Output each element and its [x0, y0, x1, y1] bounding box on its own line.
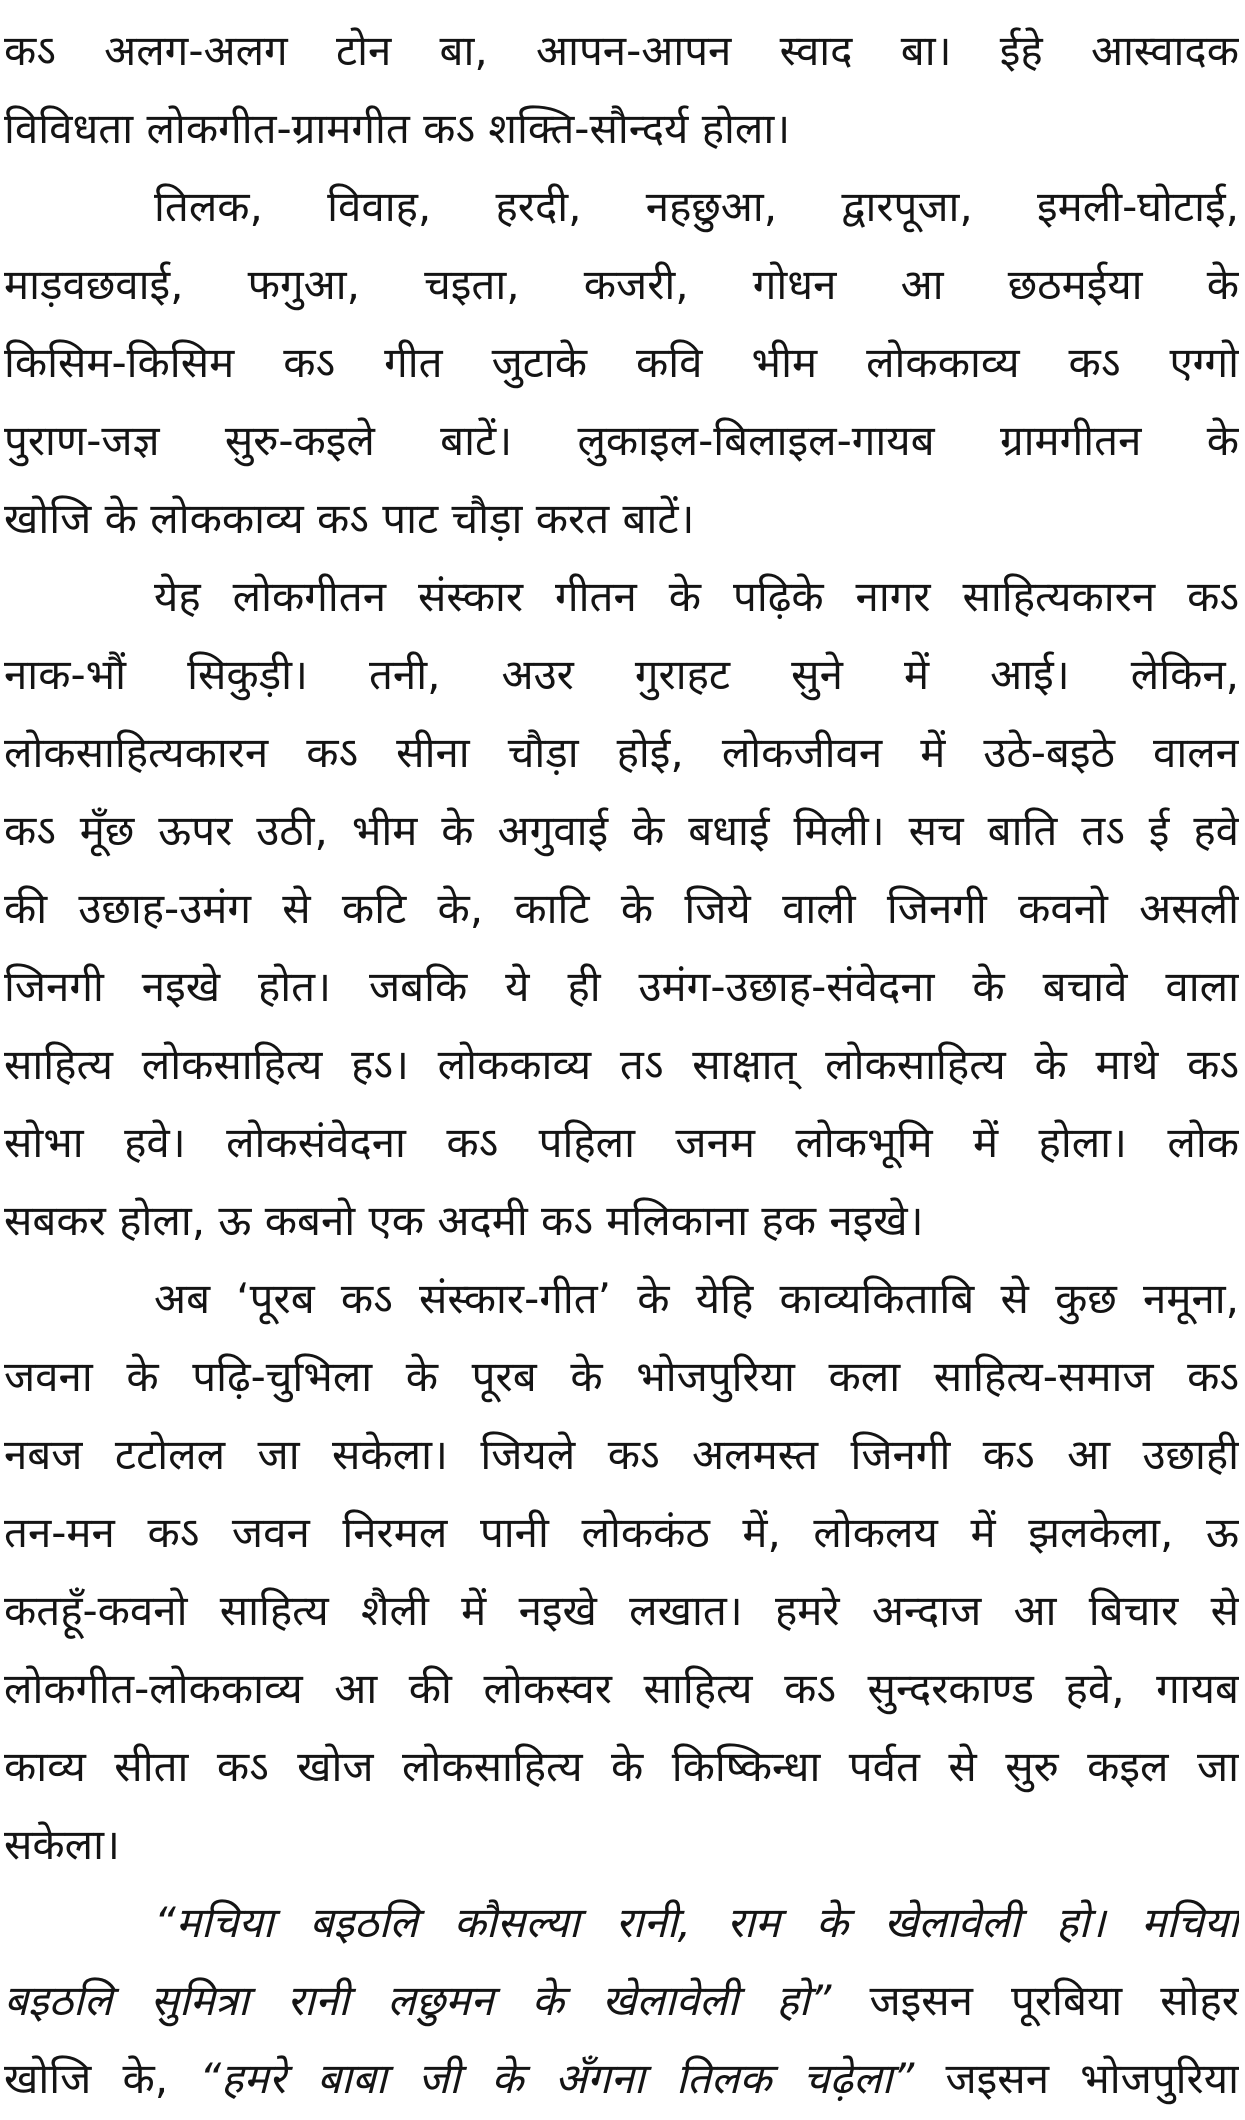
text-segment: काव्य सीता कऽ खोज लोकसाहित्य के किष्किन्धा पर्वत से सुरु कइल जा [4, 1742, 1239, 1791]
text-line [4, 1962, 1239, 2040]
text-line [4, 246, 1239, 324]
text-line [4, 1026, 1239, 1104]
text-line [4, 1650, 1239, 1728]
text-line [4, 1494, 1239, 1572]
text-line [4, 2040, 1239, 2118]
text-line [4, 1806, 1239, 1884]
text-line [4, 792, 1239, 870]
text-segment: सकेला। [4, 1820, 120, 1869]
text-line [4, 480, 1239, 558]
text-line [4, 870, 1239, 948]
text-segment: विविधता लोकगीत-ग्रामगीत कऽ शक्ति-सौन्दर्य होला। [4, 104, 791, 153]
text-line [4, 12, 1239, 90]
text-line [4, 1572, 1239, 1650]
text-segment: तन-मन कऽ जवन निरमल पानी लोककंठ में, लोकलय में झलकेला, ऊ [4, 1508, 1239, 1557]
text-segment: खोजि के, [4, 2054, 200, 2103]
text-line [4, 1260, 1239, 1338]
text-segment: कऽ अलग-अलग टोन बा, आपन-आपन स्वाद बा। ईहे आस्वादक [4, 26, 1239, 75]
text-segment: नाक-भौं सिकुड़ी। तनी, अउर गुराहट सुने में आई। लेकिन, [4, 650, 1239, 699]
text-segment: कऽ मूँछ ऊपर उठी, भीम के अगुवाई के बधाई मिली। सच बाति तऽ ई हवे [4, 806, 1239, 855]
text-segment: कतहूँ-कवनो साहित्य शैली में नइखे लखात। हमरे अन्दाज आ बिचार से [4, 1586, 1239, 1635]
text-line [4, 90, 1239, 168]
text-segment: सबकर होला, ऊ कबनो एक अदमी कऽ मलिकाना हक नइखे। [4, 1196, 924, 1245]
text-segment: माड़वछवाई, फगुआ, चइता, कजरी, गोधन आ छठमईया के [4, 260, 1239, 309]
text-segment: किसिम-किसिम कऽ गीत जुटाके कवि भीम लोककाव्य कऽ एग्गो [4, 338, 1239, 387]
text-line [4, 1416, 1239, 1494]
text-segment: नबज टटोलल जा सकेला। जियले कऽ अलमस्त जिनगी कऽ आ उछाही [4, 1430, 1239, 1479]
text-segment: जिनगी नइखे होत। जबकि ये ही उमंग-उछाह-संवेदना के बचावे वाला [4, 962, 1239, 1011]
text-line [4, 402, 1239, 480]
text-line [4, 558, 1239, 636]
text-line [4, 1104, 1239, 1182]
text-segment: खोजि के लोककाव्य कऽ पाट चौड़ा करत बाटें। [4, 494, 695, 543]
text-segment: तिलक, विवाह, हरदी, नहछुआ, द्वारपूजा, इमली-घोटाई, [154, 182, 1239, 231]
quoted-text-segment: बइठलि सुमित्रा रानी लछुमन के खेलावेली हो” [4, 1976, 832, 2025]
text-segment: सोभा हवे। लोकसंवेदना कऽ पहिला जनम लोकभूमि में होला। लोक [4, 1118, 1239, 1167]
text-line [4, 714, 1239, 792]
text-line [4, 1884, 1239, 1962]
text-segment: जइसन भोजपुरिया [914, 2054, 1239, 2103]
text-line [4, 168, 1239, 246]
text-line [4, 1728, 1239, 1806]
text-line [4, 948, 1239, 1026]
text-segment: जइसन पूरबिया सोहर [831, 1976, 1239, 2025]
text-line [4, 324, 1239, 402]
text-segment: येह लोकगीतन संस्कार गीतन के पढ़िके नागर साहित्यकारन कऽ [154, 572, 1239, 621]
text-segment: लोकसाहित्यकारन कऽ सीना चौड़ा होई, लोकजीवन में उठे-बइठे वालन [4, 728, 1239, 777]
text-segment: साहित्य लोकसाहित्य हऽ। लोककाव्य तऽ साक्षात् लोकसाहित्य के माथे कऽ [4, 1040, 1239, 1089]
quoted-text-segment: “मचिया बइठलि कौसल्या रानी, राम के खेलावेली हो। मचिया [154, 1898, 1239, 1947]
text-block [4, 12, 1239, 2118]
text-segment: की उछाह-उमंग से कटि के, काटि के जिये वाली जिनगी कवनो असली [4, 884, 1239, 933]
text-line [4, 636, 1239, 714]
text-segment: लोकगीत-लोककाव्य आ की लोकस्वर साहित्य कऽ सुन्दरकाण्ड हवे, गायब [4, 1664, 1239, 1713]
text-segment: अब ‘पूरब कऽ संस्कार-गीत’ के येहि काव्यकिताबि से कुछ नमूना, [154, 1274, 1239, 1323]
text-line [4, 1338, 1239, 1416]
text-line [4, 1182, 1239, 1260]
text-segment: पुराण-जज्ञ सुरु-कइले बाटें। लुकाइल-बिलाइल-गायब ग्रामगीतन के [4, 416, 1239, 465]
quoted-text-segment: “हमरे बाबा जी के अँगना तिलक चढ़ेला” [199, 2054, 915, 2103]
text-segment: जवना के पढ़ि-चुभिला के पूरब के भोजपुरिया कला साहित्य-समाज कऽ [4, 1352, 1239, 1401]
